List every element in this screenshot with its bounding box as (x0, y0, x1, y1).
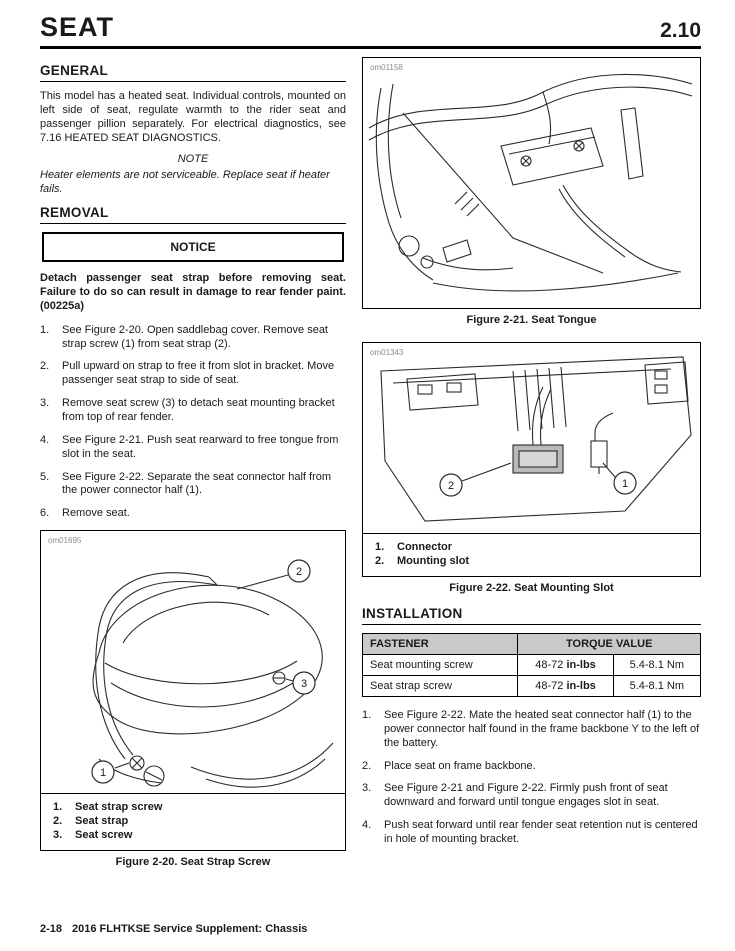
notice-body: Detach passenger seat strap before removing seat. Failure to do so can result in damage to rear fender paint. (00225a) (40, 272, 346, 312)
installation-step: 2. Place seat on frame backbone. (362, 759, 536, 772)
table-header-fastener: FASTENER (363, 634, 518, 655)
left-column (40, 57, 346, 880)
seat-strap-screw-illustration (41, 531, 345, 793)
svg-text:3: 3 (300, 678, 308, 691)
torque-inlbs: 48-72 in-lbs (518, 655, 613, 676)
figure-2-20-legend (41, 793, 345, 850)
seat-mounting-slot-illustration (363, 343, 698, 533)
removal-step: 2. Pull upward on strap to free it from slot in bracket. Move passenger seat strap to side of seat. (40, 360, 335, 387)
note-body: Heater elements are not serviceable. Replace seat if heater fails. (40, 169, 330, 196)
figure-2-22-box (362, 342, 701, 577)
legend-item: 1. Seat strap screw (53, 801, 163, 814)
installation-step: 4. Push seat forward until rear fender seat retention nut is centered in hole of mounting bracket. (362, 819, 698, 846)
figure-2-21-caption: Figure 2-21. Seat Tongue (466, 314, 597, 326)
content-columns (40, 57, 701, 880)
figure-2-20-caption: Figure 2-20. Seat Strap Screw (115, 856, 271, 869)
callout-3 (293, 672, 315, 694)
figure-2-22 (362, 342, 701, 594)
svg-text:2: 2 (447, 480, 455, 492)
figure-2-21 (362, 57, 701, 326)
figure-2-20-box (40, 530, 346, 851)
table-header-torque: TORQUE VALUE (518, 634, 701, 655)
legend-item: 2. Seat strap (53, 815, 129, 828)
callout-2 (440, 474, 462, 496)
footer-text: 2016 FLHTKSE Service Supplement: Chassis (72, 923, 308, 935)
callout-1 (92, 761, 114, 783)
section-number: 2.10 (660, 19, 701, 42)
table-row (363, 655, 701, 676)
page-title: SEAT (40, 12, 115, 42)
seat-tongue-illustration (363, 58, 698, 308)
general-body: This model has a heated seat. Individual controls, mounted on left side of seat, regulate warmth to the rider seat and passenger pillion separately. For electrical diagnostics, see 7.16 HEATED SEAT DIAGNOSTICS. (40, 90, 346, 144)
figure-2-20-code: om01695 (48, 536, 82, 546)
right-column (362, 57, 701, 880)
legend-item: 3. Seat screw (53, 829, 133, 842)
note-label: NOTE (177, 153, 209, 166)
torque-inlbs: 48-72 in-lbs (518, 676, 613, 697)
footer-page-number: 2-18 (40, 923, 63, 935)
svg-text:2: 2 (295, 566, 303, 579)
page-footer (40, 923, 307, 935)
removal-step: 3. Remove seat screw (3) to detach seat mounting bracket from top of rear fender. (40, 397, 335, 424)
legend-item: 2. Mounting slot (375, 555, 470, 567)
figure-2-22-legend (363, 533, 700, 576)
removal-steps (40, 324, 346, 521)
page-header (40, 12, 701, 49)
removal-step: 6. Remove seat. (40, 507, 130, 520)
removal-heading: REMOVAL (40, 205, 346, 224)
legend-item: 1. Connector (375, 541, 452, 553)
fastener-name: Seat strap screw (363, 676, 518, 697)
notice-box: NOTICE (42, 232, 344, 262)
torque-nm: 5.4-8.1 Nm (613, 676, 700, 697)
general-heading: GENERAL (40, 63, 346, 82)
torque-table (362, 633, 701, 697)
callout-2 (288, 560, 310, 582)
removal-step: 5. See Figure 2-22. Separate the seat connector half from the power connector half (1). (40, 470, 332, 497)
figure-2-22-caption: Figure 2-22. Seat Mounting Slot (449, 582, 614, 594)
callout-1 (614, 472, 636, 494)
figure-2-22-code: om01343 (370, 348, 404, 357)
figure-2-20 (40, 530, 346, 868)
table-row (363, 676, 701, 697)
svg-text:1: 1 (621, 478, 629, 490)
removal-step: 4. See Figure 2-21. Push seat rearward to free tongue from slot in the seat. (40, 433, 339, 460)
fastener-name: Seat mounting screw (363, 655, 518, 676)
installation-step: 3. See Figure 2-21 and Figure 2-22. Firmly push front of seat downward and forward until tongue engages slot in seat. (362, 782, 668, 809)
svg-text:1: 1 (99, 767, 107, 780)
installation-heading: INSTALLATION (362, 606, 701, 625)
figure-2-21-box (362, 57, 701, 309)
figure-2-21-code: om01158 (370, 63, 403, 72)
installation-step: 1. See Figure 2-22. Mate the heated seat connector half (1) to the power connector half found in the frame backbone Y to the left of the battery. (362, 709, 700, 749)
removal-step: 1. See Figure 2-20. Open saddlebag cover. Remove seat strap screw (1) from seat strap (2). (40, 323, 328, 350)
installation-steps (362, 709, 701, 847)
torque-nm: 5.4-8.1 Nm (613, 655, 700, 676)
